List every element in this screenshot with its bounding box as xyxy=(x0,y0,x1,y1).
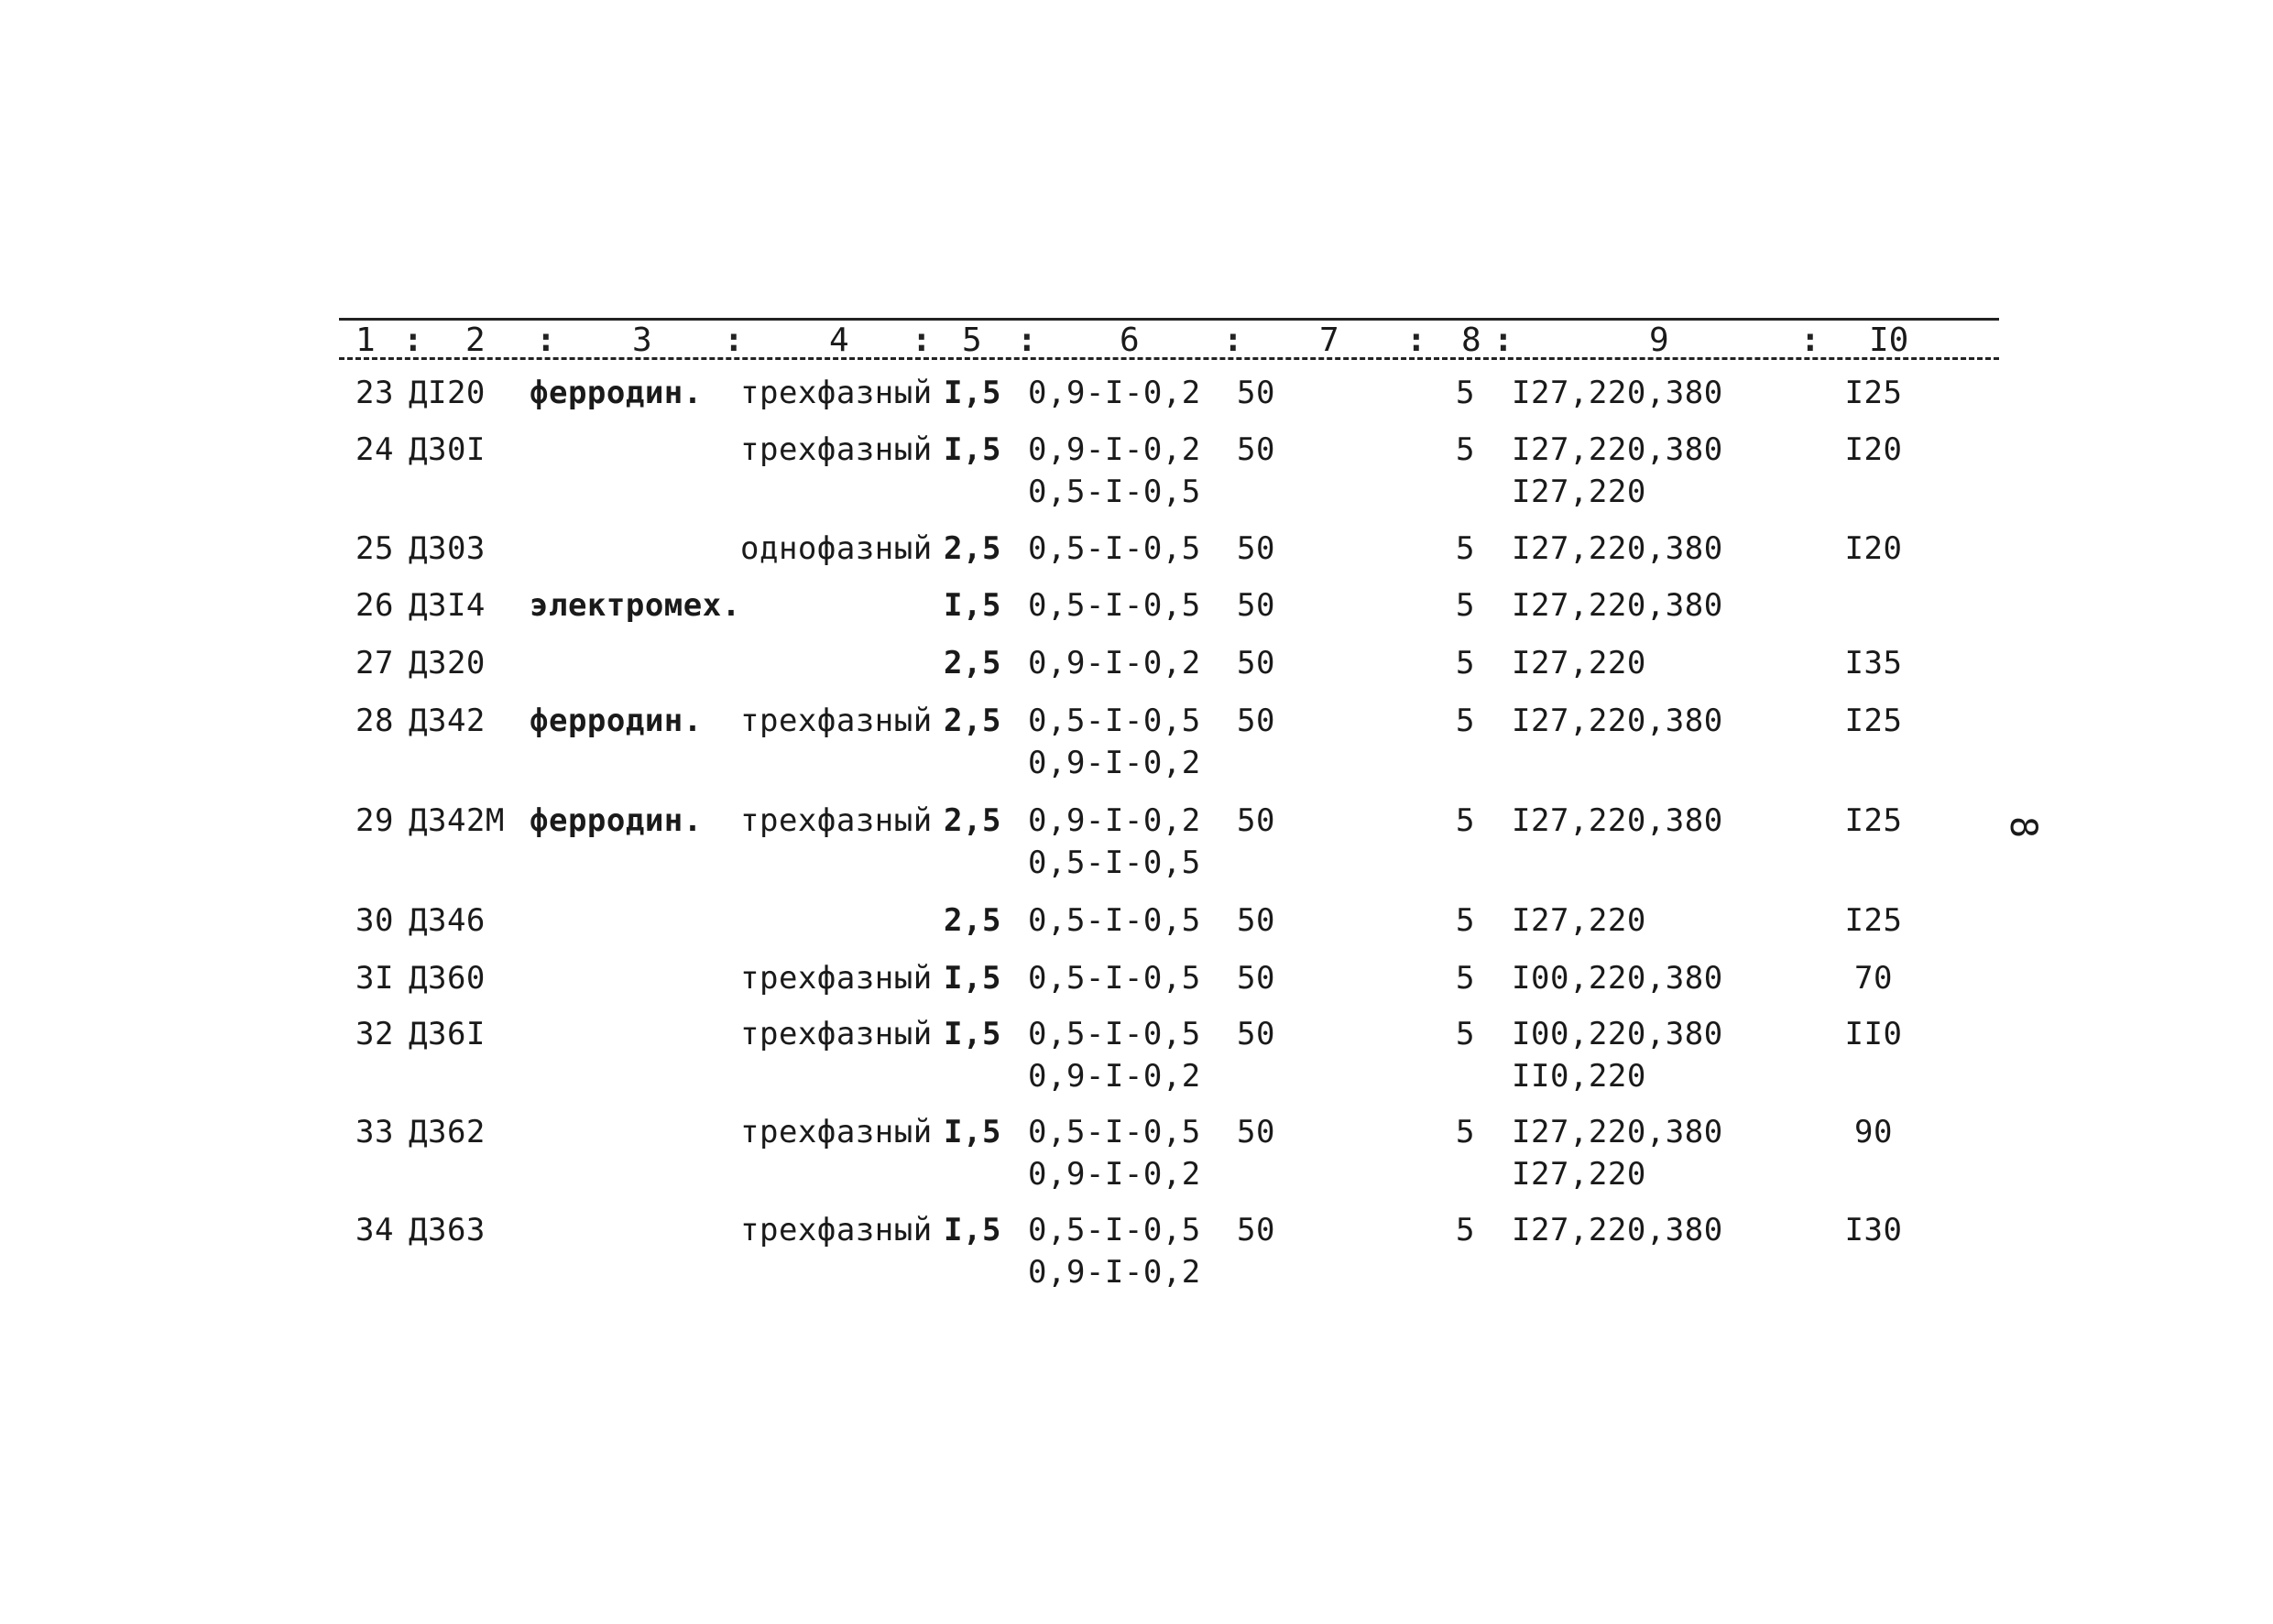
measurement-range: 0,9-I-0,2 xyxy=(1028,1156,1201,1193)
column-10-value: II0 xyxy=(1844,1016,1903,1052)
phase-type: трехфазный xyxy=(740,960,933,997)
accuracy-class: I,5 xyxy=(944,375,1001,411)
header-separator: : xyxy=(536,322,556,359)
row-number: 25 xyxy=(355,530,394,567)
rated-voltage: I00,220,380 xyxy=(1512,960,1723,997)
rated-voltage: I27,220 xyxy=(1512,474,1646,510)
accuracy-class: I,5 xyxy=(944,587,1001,624)
phase-type: трехфазный xyxy=(740,1114,933,1150)
header-col-5: 5 xyxy=(962,322,982,359)
phase-type: трехфазный xyxy=(740,431,933,468)
column-10-value: 70 xyxy=(1854,960,1893,997)
row-number: 23 xyxy=(355,375,394,411)
accuracy-class: 2,5 xyxy=(944,802,1001,839)
device-type: Д346 xyxy=(409,902,486,939)
frequency: 50 xyxy=(1237,902,1275,939)
device-type: Д36I xyxy=(409,1016,486,1052)
frequency: 50 xyxy=(1237,1114,1275,1150)
header-col-7: 7 xyxy=(1319,322,1339,359)
measurement-range: 0,5-I-0,5 xyxy=(1028,845,1201,881)
frequency: 50 xyxy=(1237,960,1275,997)
rated-voltage: I27,220 xyxy=(1512,645,1646,681)
column-8-value: 5 xyxy=(1456,1212,1475,1248)
device-type: Д342М xyxy=(409,802,505,839)
measurement-range: 0,9-I-0,2 xyxy=(1028,802,1201,839)
column-10-value: I30 xyxy=(1844,1212,1903,1248)
measurement-range: 0,5-I-0,5 xyxy=(1028,703,1201,739)
device-type: Д363 xyxy=(409,1212,486,1248)
row-number: 28 xyxy=(355,703,394,739)
measurement-range: 0,5-I-0,5 xyxy=(1028,1114,1201,1150)
rated-voltage: II0,220 xyxy=(1512,1058,1646,1095)
header-separator: : xyxy=(1493,322,1514,359)
frequency: 50 xyxy=(1237,375,1275,411)
column-8-value: 5 xyxy=(1456,587,1475,624)
header-top-rule xyxy=(339,318,1999,321)
row-number: 24 xyxy=(355,431,394,468)
device-type: Д362 xyxy=(409,1114,486,1150)
rated-voltage: I27,220,380 xyxy=(1512,530,1723,567)
rated-voltage: I27,220,380 xyxy=(1512,1212,1723,1248)
column-10-value: I35 xyxy=(1844,645,1903,681)
frequency: 50 xyxy=(1237,587,1275,624)
column-8-value: 5 xyxy=(1456,802,1475,839)
row-number: 3I xyxy=(355,960,394,997)
header-col-8: 8 xyxy=(1461,322,1481,359)
rated-voltage: I27,220,380 xyxy=(1512,703,1723,739)
column-8-value: 5 xyxy=(1456,902,1475,939)
header-col-1: 1 xyxy=(355,322,376,359)
row-number: 30 xyxy=(355,902,394,939)
accuracy-class: I,5 xyxy=(944,1212,1001,1248)
device-type: Д30I xyxy=(409,431,486,468)
measurement-range: 0,9-I-0,2 xyxy=(1028,645,1201,681)
accuracy-class: 2,5 xyxy=(944,703,1001,739)
frequency: 50 xyxy=(1237,1016,1275,1052)
accuracy-class: I,5 xyxy=(944,1114,1001,1150)
frequency: 50 xyxy=(1237,703,1275,739)
measurement-range: 0,5-I-0,5 xyxy=(1028,474,1201,510)
device-type: Д360 xyxy=(409,960,486,997)
frequency: 50 xyxy=(1237,1212,1275,1248)
header-col-10: I0 xyxy=(1869,322,1909,359)
column-10-value: I25 xyxy=(1844,802,1903,839)
row-number: 26 xyxy=(355,587,394,624)
phase-type: однофазный xyxy=(740,530,933,567)
rated-voltage: I27,220,380 xyxy=(1512,587,1723,624)
accuracy-class: 2,5 xyxy=(944,645,1001,681)
rated-voltage: I00,220,380 xyxy=(1512,1016,1723,1052)
measurement-range: 0,5-I-0,5 xyxy=(1028,902,1201,939)
rated-voltage: I27,220,380 xyxy=(1512,431,1723,468)
column-8-value: 5 xyxy=(1456,1114,1475,1150)
row-number: 32 xyxy=(355,1016,394,1052)
column-10-value: 90 xyxy=(1854,1114,1893,1150)
accuracy-class: I,5 xyxy=(944,960,1001,997)
measurement-range: 0,9-I-0,2 xyxy=(1028,1058,1201,1095)
measuring-system: ферродин. xyxy=(530,703,703,739)
row-number: 34 xyxy=(355,1212,394,1248)
page-number: 8 xyxy=(2002,815,2045,839)
column-10-value: I20 xyxy=(1844,431,1903,468)
device-type: Д303 xyxy=(409,530,486,567)
header-col-3: 3 xyxy=(632,322,652,359)
column-8-value: 5 xyxy=(1456,645,1475,681)
header-separator: : xyxy=(1800,322,1820,359)
rated-voltage: I27,220,380 xyxy=(1512,375,1723,411)
measuring-system: ферродин. xyxy=(530,802,703,839)
column-8-value: 5 xyxy=(1456,431,1475,468)
measuring-system: ферродин. xyxy=(530,375,703,411)
rated-voltage: I27,220 xyxy=(1512,1156,1646,1193)
frequency: 50 xyxy=(1237,645,1275,681)
measurement-range: 0,5-I-0,5 xyxy=(1028,530,1201,567)
accuracy-class: I,5 xyxy=(944,1016,1001,1052)
measurement-range: 0,5-I-0,5 xyxy=(1028,587,1201,624)
row-number: 33 xyxy=(355,1114,394,1150)
rated-voltage: I27,220,380 xyxy=(1512,1114,1723,1150)
header-col-4: 4 xyxy=(829,322,849,359)
column-10-value: I25 xyxy=(1844,703,1903,739)
accuracy-class: 2,5 xyxy=(944,530,1001,567)
measurement-range: 0,9-I-0,2 xyxy=(1028,431,1201,468)
measuring-system: электромех. xyxy=(530,587,741,624)
column-10-value: I25 xyxy=(1844,375,1903,411)
phase-type: трехфазный xyxy=(740,703,933,739)
column-8-value: 5 xyxy=(1456,530,1475,567)
device-type: ДI20 xyxy=(409,375,486,411)
row-number: 27 xyxy=(355,645,394,681)
device-type: Д3I4 xyxy=(409,587,486,624)
measurement-range: 0,5-I-0,5 xyxy=(1028,1016,1201,1052)
row-number: 29 xyxy=(355,802,394,839)
measurement-range: 0,9-I-0,2 xyxy=(1028,375,1201,411)
header-separator: : xyxy=(1017,322,1037,359)
measurement-range: 0,5-I-0,5 xyxy=(1028,1212,1201,1248)
column-8-value: 5 xyxy=(1456,375,1475,411)
column-8-value: 5 xyxy=(1456,1016,1475,1052)
rated-voltage: I27,220 xyxy=(1512,902,1646,939)
column-10-value: I25 xyxy=(1844,902,1903,939)
accuracy-class: I,5 xyxy=(944,431,1001,468)
measurement-range: 0,9-I-0,2 xyxy=(1028,745,1201,781)
header-separator: : xyxy=(403,322,423,359)
phase-type: трехфазный xyxy=(740,375,933,411)
phase-type: трехфазный xyxy=(740,1016,933,1052)
frequency: 50 xyxy=(1237,530,1275,567)
phase-type: трехфазный xyxy=(740,802,933,839)
header-col-2: 2 xyxy=(465,322,486,359)
frequency: 50 xyxy=(1237,431,1275,468)
header-bottom-rule xyxy=(339,357,1999,360)
column-8-value: 5 xyxy=(1456,703,1475,739)
device-type: Д320 xyxy=(409,645,486,681)
header-col-9: 9 xyxy=(1649,322,1669,359)
header-col-6: 6 xyxy=(1120,322,1140,359)
header-separator: : xyxy=(724,322,744,359)
column-8-value: 5 xyxy=(1456,960,1475,997)
rated-voltage: I27,220,380 xyxy=(1512,802,1723,839)
column-10-value: I20 xyxy=(1844,530,1903,567)
header-separator: : xyxy=(1223,322,1243,359)
device-type: Д342 xyxy=(409,703,486,739)
frequency: 50 xyxy=(1237,802,1275,839)
phase-type: трехфазный xyxy=(740,1212,933,1248)
accuracy-class: 2,5 xyxy=(944,902,1001,939)
header-separator: : xyxy=(1406,322,1426,359)
measurement-range: 0,9-I-0,2 xyxy=(1028,1254,1201,1291)
header-separator: : xyxy=(912,322,932,359)
measurement-range: 0,5-I-0,5 xyxy=(1028,960,1201,997)
